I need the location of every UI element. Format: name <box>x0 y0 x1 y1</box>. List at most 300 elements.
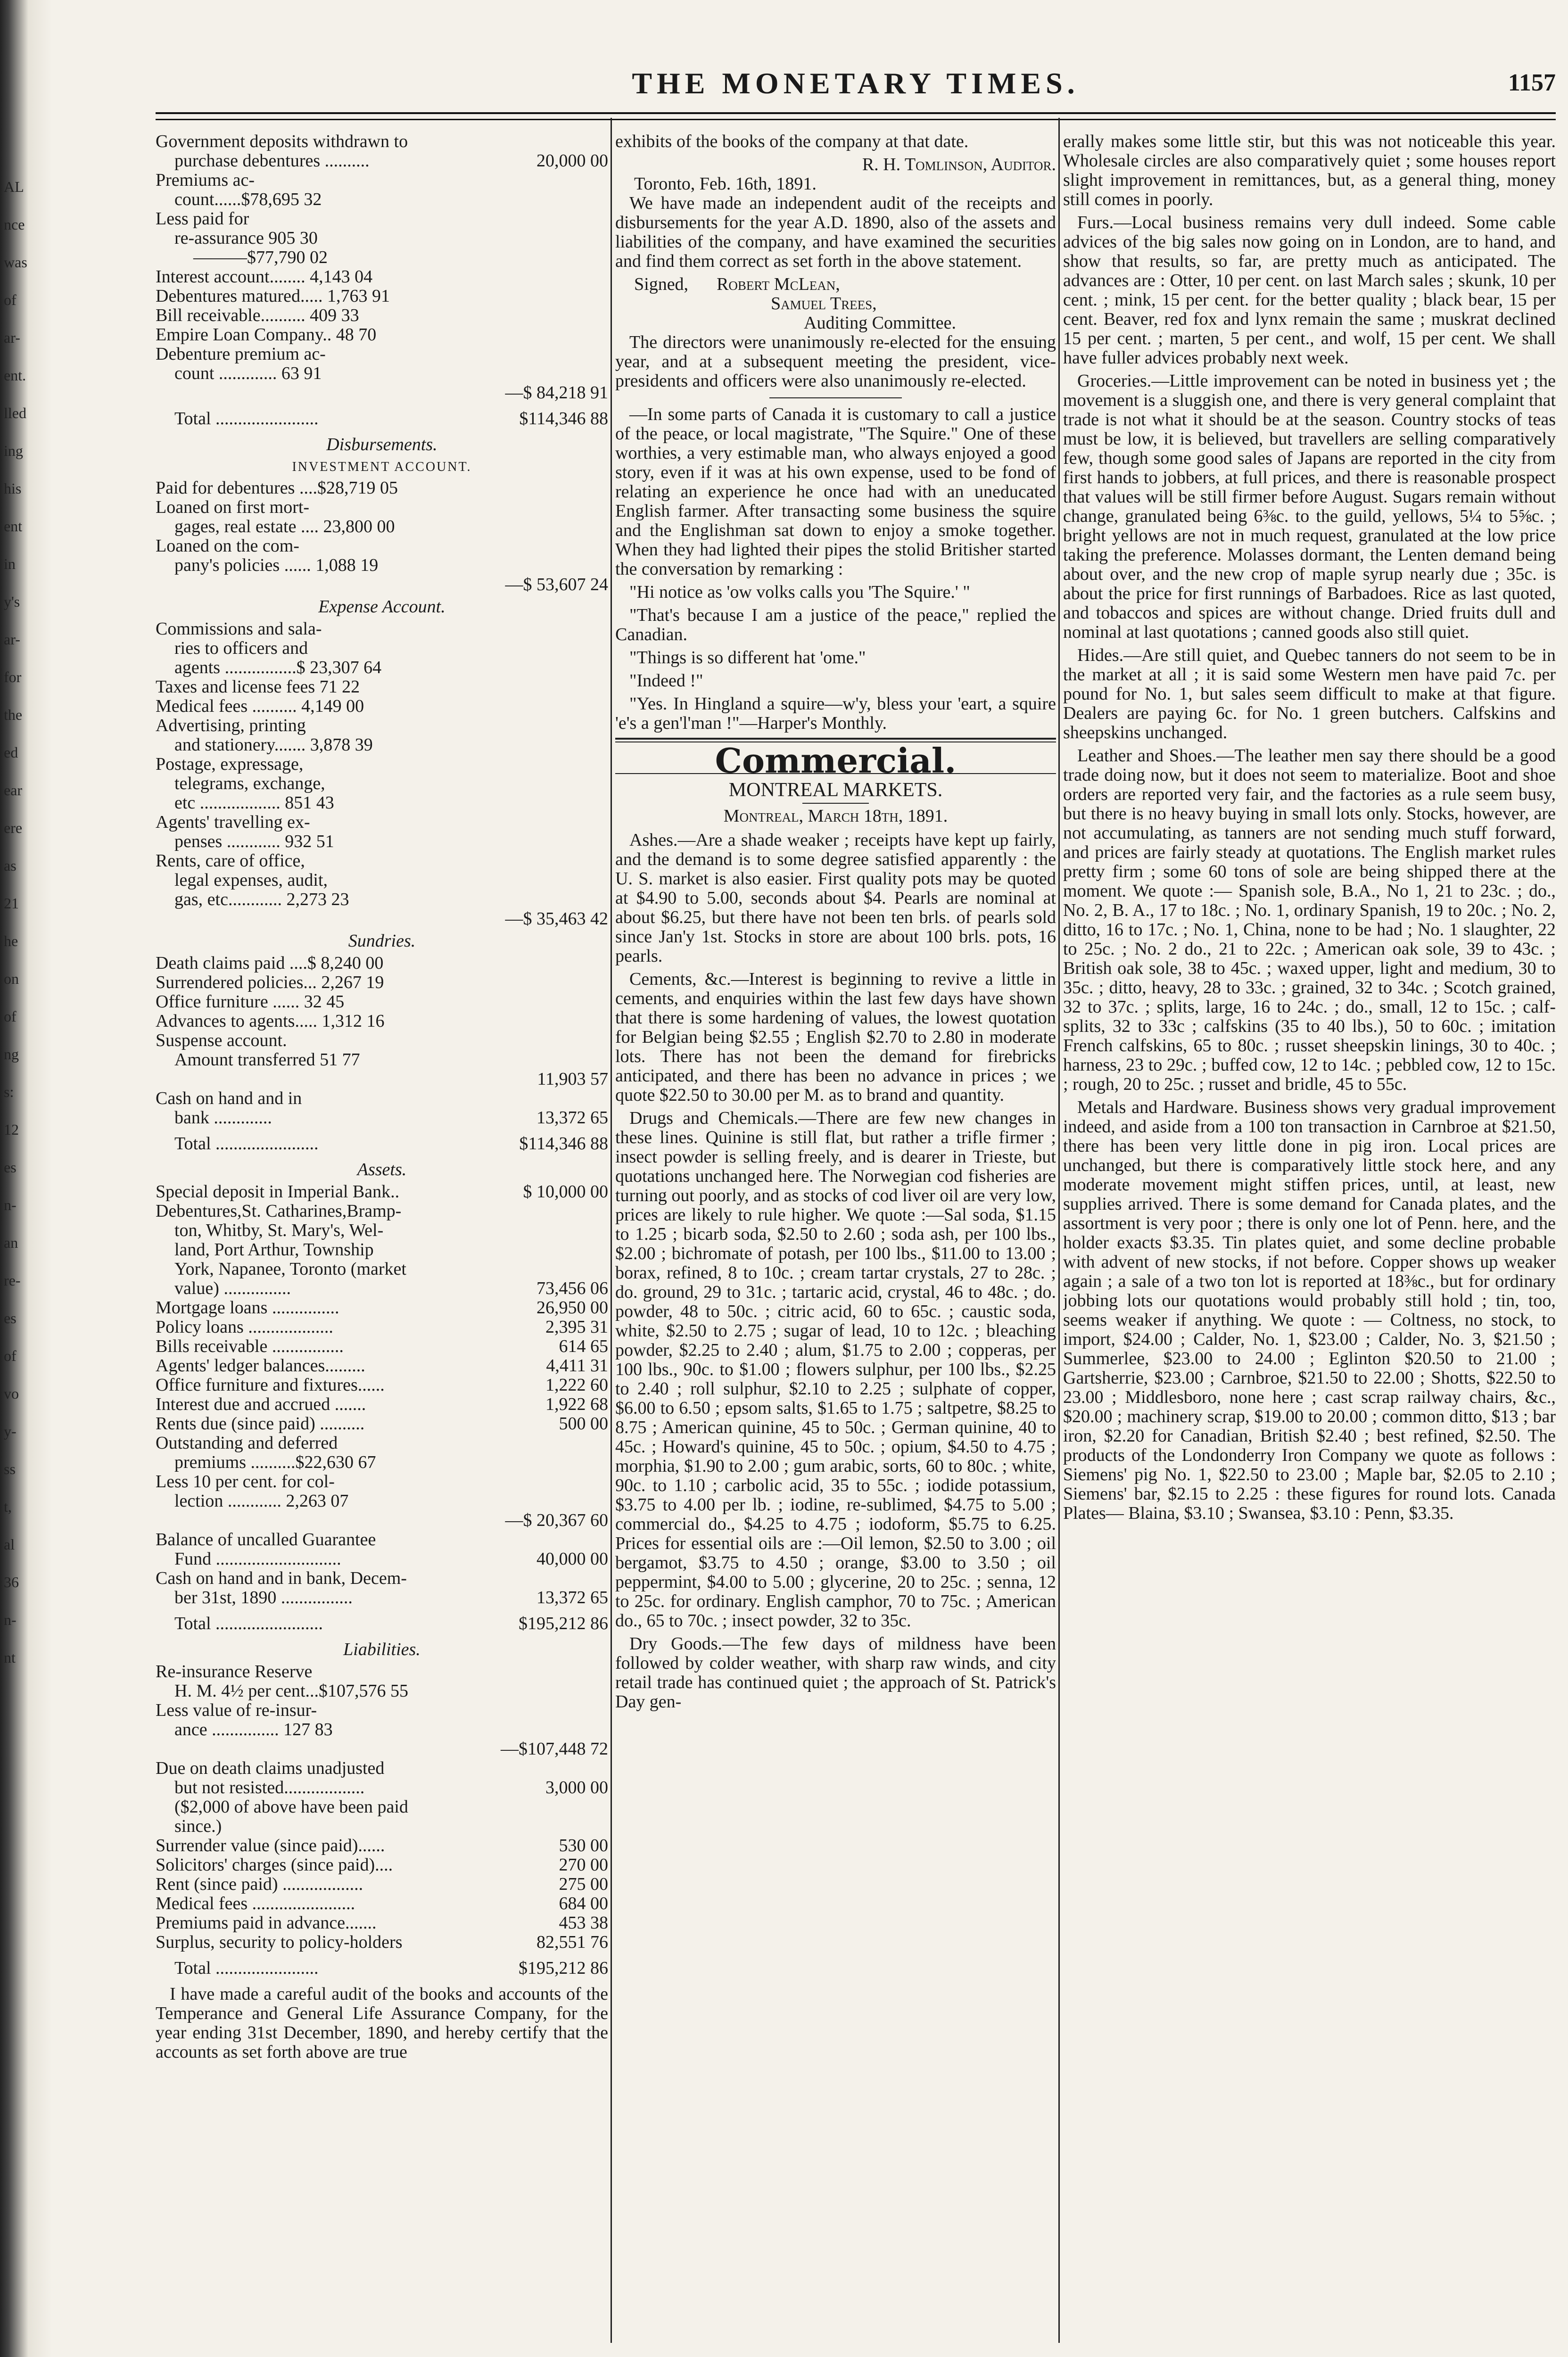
ledger-line <box>156 1778 608 1797</box>
ledger-label: ton, Whitby, St. Mary's, Wel- <box>174 1221 384 1240</box>
ledger-amount <box>603 171 608 190</box>
ledger-label: Death claims paid ....$ 8,240 00 <box>156 954 384 973</box>
ledger-amount <box>603 1031 608 1050</box>
quote: "Things is so different hat 'ome." <box>629 648 866 668</box>
gutter-fragment: n- <box>4 1611 17 1628</box>
column-middle <box>615 132 1056 2338</box>
column-financial-statement <box>156 132 608 2338</box>
signature-block: Signed, Robert McLean, <box>634 275 840 294</box>
ledger-label: Premiums ac- <box>156 171 255 190</box>
ledger-label: Office furniture ...... 32 45 <box>156 992 345 1012</box>
ledger-amount <box>603 536 608 556</box>
ledger-label: ance ............... 127 83 <box>174 1720 333 1739</box>
ledger-line <box>156 1549 608 1569</box>
ledger-amount <box>603 755 608 774</box>
ledger-line <box>156 1701 608 1720</box>
gutter-fragment: AL <box>4 178 24 195</box>
ledger-amount <box>603 248 608 267</box>
ledger-label: ber 31st, 1890 ................ <box>174 1588 353 1607</box>
ledger-line <box>156 1472 608 1492</box>
ledger-label: Solicitors' charges (since paid).... <box>156 1855 393 1875</box>
ledger-amount: 11,903 57 <box>537 1070 608 1089</box>
ledger-label: agents ................$ 23,307 64 <box>174 658 382 677</box>
ledger-amount: 500 00 <box>559 1414 608 1434</box>
ledger-label: Mortgage loans ............... <box>156 1298 339 1318</box>
assets-total: Total ........................ $195,212 86 <box>174 1614 608 1633</box>
column-divider <box>611 118 612 2343</box>
ledger-amount <box>603 1260 608 1279</box>
ledger-line <box>156 575 608 594</box>
ledger-line <box>156 1662 608 1681</box>
ledger-label: ———$77,790 02 <box>193 248 328 267</box>
ledger-label: Premiums paid in advance....... <box>156 1913 377 1933</box>
ledger-amount <box>603 209 608 229</box>
ledger-label: Advertising, printing <box>156 716 306 735</box>
ledger-amount <box>603 1759 608 1778</box>
ledger-label: ($2,000 of above have been paid <box>174 1797 408 1817</box>
ledger-line <box>156 1492 608 1511</box>
audit-paragraph: I have made a careful audit of the books and accounts of the Temperance and General Life Assurance Company, for the year ending 31st December, 1890, and hereby certify that the accounts as set forth above are true <box>156 1984 608 2062</box>
liabilities-heading: Liabilities. <box>343 1640 421 1659</box>
ledger-line <box>156 813 608 832</box>
ledger-amount: —$ 53,607 24 <box>505 575 608 594</box>
ledger-line <box>156 1817 608 1836</box>
gutter-fragment: 36 <box>4 1574 19 1591</box>
ledger-line <box>156 171 608 190</box>
ledger-label: Debenture premium ac- <box>156 345 326 364</box>
signature-committee: Auditing Committee. <box>804 313 956 333</box>
ledger-label: count ............. 63 91 <box>174 364 322 383</box>
ledger-line <box>156 248 608 267</box>
page-header <box>156 66 1556 108</box>
ledger-label: Loaned on first mort- <box>156 498 310 517</box>
gutter-fragment: al <box>4 1536 15 1553</box>
ledger-amount: 82,551 76 <box>536 1933 608 1952</box>
gutter-fragment: es <box>4 1159 17 1176</box>
ledger-label: but not resisted.................. <box>174 1778 365 1797</box>
commercial-heading: Commercial. <box>715 741 957 781</box>
ledger-label: Bill receivable.......... 409 33 <box>156 306 359 325</box>
ledger-line <box>156 1012 608 1031</box>
ledger-amount <box>603 1797 608 1817</box>
ledger-line <box>156 345 608 364</box>
column-divider <box>1058 118 1060 2343</box>
gutter-fragment: re- <box>4 1272 21 1289</box>
ledger-line <box>156 992 608 1012</box>
ledger-line <box>156 1240 608 1260</box>
ledger-amount: 3,000 00 <box>545 1778 608 1797</box>
ledger-amount: 1,222 60 <box>545 1376 608 1395</box>
ledger-amount <box>603 287 608 306</box>
ledger-amount <box>603 325 608 345</box>
header-rule <box>156 112 1556 120</box>
ledger-line <box>156 325 608 345</box>
ledger-amount <box>603 1681 608 1701</box>
market-title: MONTREAL MARKETS. <box>728 779 943 801</box>
ledger-line <box>156 1759 608 1778</box>
ledger-amount <box>603 735 608 755</box>
ledger-line <box>156 151 608 171</box>
ledger-label: land, Port Arthur, Township <box>174 1240 374 1260</box>
groceries-paragraph: Groceries.—Little improvement can be noted in business yet ; the movement is a sluggish one, and there is very general complaint that trade is not what it should be at the season. Country stocks of teas must be low, it is believed, but travellers are selling comparatively few, though some good sales of Japans are reported in the city from first hands to jobbers, at full prices, and there is reasonable prospect that values will be still firmer before August. Sugars remain without change, granulated being 6⅜c. to the guild, yellows, 5¼ to 5⅝c. ; bright yellows are not in much request, granulated at the low price taking the preference. Molasses dormant, the Lenten demand being about over, and the new crop of maple syrup nearly due ; 35c. is about the price for first runnings of Barbadoes. Rice as last quoted, and tobaccos and spices are without change. Dried fruits dull and nominal at last quotations ; canned goods also still quiet. <box>1063 371 1556 642</box>
ledger-amount: 270 00 <box>559 1855 608 1875</box>
ledger-line <box>156 1070 608 1089</box>
ledger-line <box>156 1797 608 1817</box>
ledger-label: re-assurance 905 30 <box>174 229 318 248</box>
ledger-amount <box>603 190 608 209</box>
ledger-label: Loaned on the com- <box>156 536 299 556</box>
ledger-line <box>156 1894 608 1913</box>
gutter-fragment: an <box>4 1234 18 1251</box>
ledger-amount <box>603 478 608 498</box>
ledger-amount <box>603 832 608 851</box>
ledger-label: value) ............... <box>174 1279 291 1298</box>
ledger-label: Surrendered policies... 2,267 19 <box>156 973 384 992</box>
ledger-line <box>156 287 608 306</box>
ledger-line <box>156 306 608 325</box>
quote: "Hi notice as 'ow volks calls you 'The Squire.' " <box>629 582 970 602</box>
ledger-label: Agents' travelling ex- <box>156 813 310 832</box>
ledger-label: premiums ..........$22,630 67 <box>174 1453 376 1472</box>
ledger-amount <box>603 716 608 735</box>
ledger-line <box>156 639 608 658</box>
ledger-label: and stationery....... 3,878 39 <box>174 735 373 755</box>
gutter-fragment: ed <box>4 744 18 761</box>
ledger-amount <box>603 793 608 813</box>
ledger-amount <box>603 364 608 383</box>
ledger-label: lection ............ 2,263 07 <box>174 1492 349 1511</box>
gutter-fragment: the <box>4 706 23 723</box>
ledger-label: Policy loans ................... <box>156 1318 333 1337</box>
ledger-line <box>156 1050 608 1070</box>
leather-paragraph: Leather and Shoes.—The leather men say there should be a good trade doing now, but it does not seem to materialize. Boot and shoe orders are reported very fair, and the factories as a rule seem busy, but there is no heavy buying in small lots only. Stocks, however, are not accumulating, as tanners are not sending much stuff forward, and prices are fairly steady at quotations. The English market rules pretty firm ; some 60 tons of sole are being shipped there at the moment. We quote :— Spanish sole, B.A., No 1, 21 to 23c. ; do., No. 2, B. A., 17 to 18c. ; No. 1, ordinary Spanish, 19 to 20c. ; No. 2, ditto, 16 to 17c. ; No. 1, China, none to be had ; No. 1 slaughter, 22 to 25c. ; No. 2 do., 21 to 22c. ; American oak sole, 39 to 43c. ; British oak sole, 38 to 45c. ; waxed upper, light and medium, 30 to 35c. ; ditto, heavy, 28 to 33c. ; grained, 32 to 34c. ; Scotch grained, 32 to 37c. ; splits, large, 16 to 24c. ; do., small, 12 to 15c. ; calf-splits, 32 to 33c ; calfskins (35 to 40 lbs.), 50 to 60c. ; imitation French calfskins, 65 to 80c. ; russet sheepskin linings, 30 to 40c. ; harness, 23 to 29c. ; buffed cow, 12 to 14c. ; pebbled cow, 12 to 15c. ; rough, 20 to 25c. ; russet and bridle, 45 to 55c. <box>1063 746 1556 1094</box>
ledger-line <box>156 735 608 755</box>
investment-heading: INVESTMENT ACCOUNT. <box>292 460 472 474</box>
ledger-label: telegrams, exchange, <box>174 774 325 793</box>
ledger-amount <box>603 851 608 871</box>
paragraph: We have made an independent audit of the receipts and disbursements for the year A.D. 1890, also of the assets and liabilities of the company, and have examined the securities and find them correct as set forth in the above statement. <box>615 193 1056 271</box>
ledger-label: etc .................. 851 43 <box>174 793 334 813</box>
ledger-line <box>156 755 608 774</box>
ledger-label: Agents' ledger balances......... <box>156 1356 365 1376</box>
ledger-label: Office furniture and fixtures...... <box>156 1376 385 1395</box>
ledger-amount <box>603 229 608 248</box>
ledger-label: Balance of uncalled Guarantee <box>156 1530 376 1549</box>
ledger-label: Special deposit in Imperial Bank.. <box>156 1182 400 1202</box>
ledger-amount <box>603 890 608 909</box>
ledger-label: Medical fees .......... 4,149 00 <box>156 697 364 716</box>
ledger-label: Government deposits withdrawn to <box>156 132 408 151</box>
ledger-amount <box>603 697 608 716</box>
ledger-label: purchase debentures .......... <box>174 151 370 171</box>
paragraph: The directors were unanimously re-elected for the ensuing year, and at a subsequent meeting the president, vice-presidents and officers were also unanimously re-elected. <box>615 332 1056 391</box>
ledger-amount: 73,456 06 <box>536 1279 608 1298</box>
ledger-amount <box>603 1012 608 1031</box>
ledger-line <box>156 1202 608 1221</box>
ledger-amount <box>603 1530 608 1549</box>
ledger-amount: 4,411 31 <box>546 1356 608 1376</box>
ledger-label: Debentures,St. Catharines,Bramp- <box>156 1202 402 1221</box>
dry-goods-paragraph: Dry Goods.—The few days of mildness have been followed by colder weather, with sharp raw winds, and city retail trade has continued quiet ; the approach of St. Patrick's Day gen- <box>615 1634 1056 1712</box>
metals-paragraph: Metals and Hardware. Business shows very gradual improvement indeed, and aside from a 100 ton transaction in Carnbroe at $21.50, there has been very little done in pig iron. Local prices are unchanged, but there is comparatively little stock here, and any moderate movement might stiffen prices, until, at least, new supplies arrived. There is some demand for Canada plates, and the assortment is very poor ; there is only one lot of Penn. here, and the holder exacts $3.35. Tin plates quiet, and some decline probable with advent of new stocks, if not before. Copper shows up weaker again ; a sale of a two ton lot is reported at 18⅜c., but for ordinary jobbing lots our quotations would probably still hold ; tin, too, seems weaker if anything. We quote : — Coltness, no stock, to import, $24.00 ; Calder, No. 1, $23.00 ; Calder, No. 3, $21.50 ; Summerlee, $23.00 to 24.00 ; Eglinton $20.50 to 21.00 ; Gartsherrie, $23.00 ; Carnbroe, $21.50 to 22.00 ; Shotts, $22.50 to 23.00 ; Middlesboro, none here ; cast scrap railway chairs, &c., $20.00 ; machinery scrap, $19.00 to 20.00 ; common ditto, $13 ; bar iron, $2.20 for Canadian, British $2.40 ; best refined, $2.50. The products of the Londonderry Iron Company we quote as follows : Siemens' pig No. 1, $22.50 to 23.00 ; Maple bar, $2.05 to 2.10 ; Siemens' bar, $2.15 to 2.25 : these figures for round lots. Canada Plates— Blaina, $3.10 ; Swansea, $3.10 : Penn, $3.35. <box>1063 1097 1556 1523</box>
paragraph: erally makes some little stir, but this was not noticeable this year. Wholesale circles are also comparatively quiet ; some houses report slight improvement in remittances, but, as a general thing, money still comes in poorly. <box>1063 132 1556 209</box>
ledger-amount <box>603 992 608 1012</box>
ledger-amount <box>603 1720 608 1739</box>
ledger-line <box>156 190 608 209</box>
ledger-amount <box>603 1050 608 1070</box>
ledger-amount: 684 00 <box>559 1894 608 1913</box>
ledger-line <box>156 1089 608 1108</box>
ledger-amount <box>603 1202 608 1221</box>
ledger-amount <box>603 306 608 325</box>
gutter-fragment: ent <box>4 518 23 535</box>
gutter-fragment: nt <box>4 1649 16 1666</box>
ledger-line <box>156 909 608 929</box>
gutter-fragment: 21 <box>4 895 19 912</box>
ledger-line <box>156 1182 608 1202</box>
expense-list <box>156 619 608 929</box>
ledger-label: legal expenses, audit, <box>174 871 328 890</box>
ledger-label: York, Napanee, Toronto (market <box>174 1260 406 1279</box>
ledger-amount <box>603 1817 608 1836</box>
binding-gutter <box>0 0 52 2357</box>
gutter-fragment: ar- <box>4 329 20 346</box>
ledger-label: Amount transferred 51 77 <box>174 1050 360 1070</box>
ledger-line <box>156 832 608 851</box>
squire-story: —In some parts of Canada it is customary to call a justice of the peace, or local magistrate, "The Squire." One of these worthies, a very estimable man, who always enjoyed a good story, even if it was at his own expense, used to be fond of relating an experience he once had with an uneducated English farmer. After transacting some business the squire and the Englishman sat down to enjoy a smoke together. When they had lighted their pipes the stolid Britisher started the conversation by remarking : <box>615 404 1056 579</box>
disbursements-heading: Disbursements. <box>326 435 437 454</box>
ledger-label: Taxes and license fees 71 22 <box>156 677 360 697</box>
gutter-fragment: ere <box>4 819 23 836</box>
quote: "Yes. In Hingland a squire—w'y, bless your 'eart, a squire 'e's a gen'l'man !"—Harper's Monthly. <box>615 694 1056 733</box>
ledger-line <box>156 383 608 403</box>
ledger-line <box>156 229 608 248</box>
ledger-label: Paid for debentures ....$28,719 05 <box>156 478 398 498</box>
ledger-label: Less paid for <box>156 209 249 229</box>
ledger-label: count......$78,695 32 <box>174 190 322 209</box>
gutter-fragment: nce <box>4 216 25 233</box>
assets-list <box>156 1182 608 1607</box>
ledger-line <box>156 619 608 639</box>
ledger-amount: —$107,448 72 <box>501 1739 608 1759</box>
ledger-amount <box>603 1701 608 1720</box>
ledger-line <box>156 658 608 677</box>
ledger-line <box>156 1260 608 1279</box>
ledger-amount: 275 00 <box>559 1875 608 1894</box>
ashes-paragraph: Ashes.—Are a shade weaker ; receipts have kept up fairly, and the demand is to some degree satisfied apparently : the U. S. market is also easier. First quality pots may be quoted at $4.90 to 5.00, seconds about $4. Pearls are nominal at about $6.25, but there have not been ten brls. of pearls sold since Jan'y 1st. Stocks in store are about 100 brls. pots, 16 pearls. <box>615 830 1056 966</box>
ledger-line <box>156 973 608 992</box>
ledger-amount <box>603 1221 608 1240</box>
divider <box>769 397 902 398</box>
ledger-line <box>156 1318 608 1337</box>
ledger-line <box>156 716 608 735</box>
quote: "Indeed !" <box>629 671 703 691</box>
ledger-line <box>156 1739 608 1759</box>
ledger-line <box>156 1395 608 1414</box>
ledger-amount <box>603 1089 608 1108</box>
ledger-label: Due on death claims unadjusted <box>156 1759 385 1778</box>
ledger-amount <box>603 813 608 832</box>
ledger-amount <box>603 774 608 793</box>
ledger-label: Rent (since paid) .................. <box>156 1875 363 1894</box>
divider <box>802 803 868 804</box>
gutter-fragment: for <box>4 668 22 685</box>
sundries-heading: Sundries. <box>348 931 416 951</box>
ledger-amount <box>603 1434 608 1453</box>
gutter-fragment: ing <box>4 442 23 459</box>
ledger-label: gages, real estate .... 23,800 00 <box>174 517 395 536</box>
cements-paragraph: Cements, &c.—Interest is beginning to revive a little in cements, and enquiries within the last few days have shown that there is some hardening of values, the lowest quotation for Belgian being $2.55 ; English $2.70 to 2.80 in moderate lots. There has not been the demand for firebricks anticipated, and there has been no advance in prices ; we quote $22.50 to 30.00 per M. as to brand and quantity. <box>615 969 1056 1105</box>
ledger-label: bank ............. <box>174 1108 272 1128</box>
gutter-fragment: t, <box>4 1498 12 1515</box>
ledger-line <box>156 498 608 517</box>
ledger-label: Bills receivable ................ <box>156 1337 344 1356</box>
ledger-amount <box>603 1240 608 1260</box>
ledger-amount <box>603 267 608 287</box>
ledger-label: Interest account........ 4,143 04 <box>156 267 373 287</box>
sundries-list <box>156 954 608 1128</box>
ledger-line <box>156 851 608 871</box>
ledger-line <box>156 1569 608 1588</box>
ledger-line <box>156 954 608 973</box>
ledger-label: Interest due and accrued ....... <box>156 1395 366 1414</box>
gutter-fragment: n- <box>4 1196 17 1213</box>
disbursements-total: Total ....................... $114,346 88 <box>174 1134 608 1154</box>
column-right <box>1063 132 1556 2338</box>
ledger-line <box>156 697 608 716</box>
gutter-fragment: lled <box>4 404 26 421</box>
ledger-amount <box>603 954 608 973</box>
gutter-fragment: on <box>4 970 19 987</box>
ledger-amount <box>603 973 608 992</box>
ledger-line <box>156 1511 608 1530</box>
ledger-label: Re-insurance Reserve <box>156 1662 313 1681</box>
masthead-title: THE MONETARY TIMES. <box>632 66 1080 100</box>
gutter-fragment: ss <box>4 1460 16 1477</box>
ledger-amount: 453 38 <box>559 1913 608 1933</box>
gutter-fragment: in <box>4 555 16 572</box>
ledger-amount <box>603 556 608 575</box>
investment-list <box>156 478 608 594</box>
ledger-amount: 530 00 <box>559 1836 608 1855</box>
ledger-line <box>156 536 608 556</box>
ledger-line <box>156 1356 608 1376</box>
ledger-amount: 1,922 68 <box>545 1395 608 1414</box>
ledger-label: pany's policies ...... 1,088 19 <box>174 556 379 575</box>
ledger-line <box>156 1933 608 1952</box>
ledger-line <box>156 1855 608 1875</box>
paragraph: exhibits of the books of the company at that date. <box>615 132 969 151</box>
market-dateline: Montreal, March 18th, 1891. <box>723 806 948 826</box>
gutter-fragment: ar- <box>4 631 20 648</box>
ledger-line <box>156 1875 608 1894</box>
ledger-line <box>156 1434 608 1453</box>
page-number: 1157 <box>1508 69 1556 96</box>
ledger-line <box>156 1376 608 1395</box>
ledger-line <box>156 517 608 536</box>
ledger-line <box>156 1588 608 1607</box>
ledger-label: H. M. 4½ per cent...$107,576 55 <box>174 1681 409 1701</box>
gutter-fragment: y's <box>4 593 20 610</box>
ledger-amount <box>603 132 608 151</box>
ledger-line <box>156 890 608 909</box>
gutter-fragment: ng <box>4 1046 19 1063</box>
ledger-amount: 20,000 00 <box>536 151 608 171</box>
gutter-fragment: ent. <box>4 367 26 384</box>
assets-heading: Assets. <box>357 1160 407 1179</box>
ledger-amount <box>603 498 608 517</box>
ledger-label: Rents, care of office, <box>156 851 305 871</box>
ledger-line <box>156 1720 608 1739</box>
drugs-paragraph: Drugs and Chemicals.—There are few new changes in these lines. Quinine is still flat, but rather a trifle firmer ; insect powder is selling freely, and is dearer in Trieste, but quotations unchanged here. The Norwegian cod fisheries are turning out poorly, and as stocks of cod liver oil are very low, prices are likely to rule higher. We quote :—Sal soda, $1.15 to 1.25 ; bicarb soda, $2.50 to 2.60 ; soda ash, per 100 lbs., $2.00 ; bichromate of potash, per 100 lbs., $11.00 to 13.00 ; borax, refined, 8 to 10c. ; cream tartar crystals, 27 to 28c. ; do. ground, 29 to 31c. ; tartaric acid, crystal, 46 to 48c. ; do. powder, 48 to 50c. ; citric acid, 60 to 65c. ; caustic soda, white, $2.50 to 2.75 ; sugar of lead, 10 to 12c. ; bleaching powder, $2.25 to 2.40 ; alum, $1.75 to 2.00 ; copperas, per 100 lbs., 90c. to $1.00 ; flowers sulphur, per 100 lbs., $2.25 to 2.40 ; roll sulphur, $2.10 to 2.25 ; sulphate of copper, $6.00 to 6.50 ; epsom salts, $1.65 to 1.75 ; saltpetre, $8.25 to 8.75 ; American quinine, 45 to 50c. ; German quinine, 40 to 45c. ; Howard's quinine, 45 to 50c. ; opium, $4.50 to 4.75 ; morphia, $1.90 to 2.00 ; gum arabic, sorts, 60 to 80c. ; white, 90c. to 1.10 ; carbolic acid, 35 to 55c. ; iodide potassium, $3.75 to 4.00 per lb. ; iodine, re-sublimed, $4.75 to 5.00 ; commercial do., $4.25 to 4.75 ; iodoform, $5.75 to 6.25. Prices for essential oils are :—Oil lemon, $2.50 to 3.00 ; oil bergamot, $3.75 to 4.50 ; orange, $3.00 to 3.50 ; oil peppermint, $4.00 to 5.00 ; glycerine, 20 to 25c. ; senna, 12 to 25c. for ordinary. English camphor, 70 to 75c. ; American do., 65 to 70c. ; insect powder, 32 to 35c. <box>615 1108 1056 1631</box>
ledger-line <box>156 1681 608 1701</box>
ledger-label: penses ............ 932 51 <box>174 832 334 851</box>
furs-paragraph: Furs.—Local business remains very dull indeed. Some cable advices of the big sales now going on in London, are to hand, and show that results, so far, are pretty much as anticipated. The advances are : Otter, 10 per cent. on last March sales ; skunk, 10 per cent. ; mink, 15 per cent. for the better quality ; black bear, 15 per cent. Beaver, red fox and lynx remain the same ; muskrat declined 15 per cent. ; marten, 5 per cent., and wolf, 15 per cent. We shall have fuller advices probably next week. <box>1063 213 1556 368</box>
ledger-amount <box>603 1492 608 1511</box>
ledger-label: Cash on hand and in bank, Decem- <box>156 1569 407 1588</box>
ledger-label: Advances to agents..... 1,312 16 <box>156 1012 385 1031</box>
ledger-amount <box>603 658 608 677</box>
ledger-label: Less 10 per cent. for col- <box>156 1472 335 1492</box>
gutter-fragment: was <box>4 254 27 271</box>
expense-heading: Expense Account. <box>318 597 446 617</box>
ledger-amount <box>603 619 608 639</box>
gutter-fragment: s: <box>4 1083 14 1100</box>
receipts-total: Total ....................... $114,346 88 <box>174 409 608 429</box>
signature-name: Samuel Trees, <box>771 294 877 313</box>
ledger-line <box>156 132 608 151</box>
ledger-line <box>156 1337 608 1356</box>
ledger-amount: 2,395 31 <box>545 1318 608 1337</box>
ledger-label: Surplus, security to policy-holders <box>156 1933 403 1952</box>
ledger-label: Rents due (since paid) .......... <box>156 1414 365 1434</box>
ledger-label: Less value of re-insur- <box>156 1701 317 1720</box>
ledger-amount <box>603 517 608 536</box>
gutter-fragment: of <box>4 1347 17 1364</box>
gutter-fragment: 12 <box>4 1121 19 1138</box>
gutter-fragment: of <box>4 1008 17 1025</box>
ledger-label: Commissions and sala- <box>156 619 322 639</box>
receipts-list <box>156 132 608 403</box>
liabilities-list <box>156 1662 608 1952</box>
ledger-amount <box>603 345 608 364</box>
ledger-amount <box>603 1569 608 1588</box>
ledger-line <box>156 871 608 890</box>
ledger-line <box>156 1031 608 1050</box>
ledger-amount: —$ 84,218 91 <box>505 383 608 403</box>
auditor-signature: R. H. Tomlinson, Auditor. <box>862 155 1056 174</box>
ledger-line <box>156 1453 608 1472</box>
ledger-label: Surrender value (since paid)...... <box>156 1836 385 1855</box>
gutter-fragment: ear <box>4 782 23 799</box>
ledger-line <box>156 1279 608 1298</box>
ledger-line <box>156 364 608 383</box>
ledger-amount <box>603 1662 608 1681</box>
ledger-label: Debentures matured..... 1,763 91 <box>156 287 390 306</box>
ledger-line <box>156 209 608 229</box>
ledger-label: Fund ............................ <box>174 1549 341 1569</box>
ledger-amount <box>603 677 608 697</box>
gutter-fragment: he <box>4 932 18 949</box>
ledger-label: Suspense account. <box>156 1031 287 1050</box>
ledger-label: since.) <box>174 1817 222 1836</box>
ledger-line <box>156 1530 608 1549</box>
ledger-amount: —$ 35,463 42 <box>505 909 608 929</box>
ledger-line <box>156 774 608 793</box>
liabilities-total: Total ....................... $195,212 86 <box>174 1959 608 1978</box>
hides-paragraph: Hides.—Are still quiet, and Quebec tanners do not seem to be in the market at all ; it is said some Western men have paid 7c. per pound for No. 1, but sales seem difficult to make at that figure. Dealers are paying 6c. for No. 1 green butchers. Calfskins and sheepskins unchanged. <box>1063 645 1556 742</box>
ledger-amount: 614 65 <box>559 1337 608 1356</box>
